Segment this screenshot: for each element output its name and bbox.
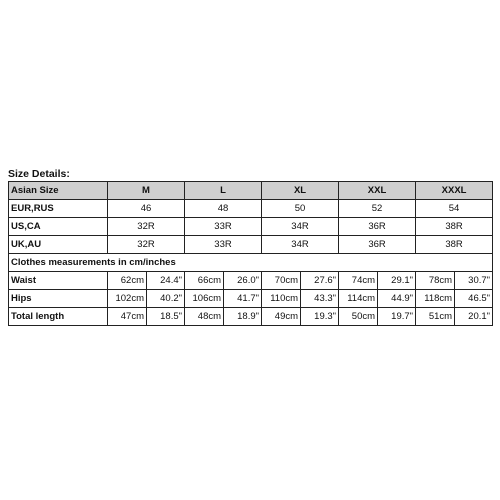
table-cell: 19.7": [378, 308, 416, 326]
table-cell: 27.6": [301, 272, 339, 290]
table-cell: 52: [339, 200, 416, 218]
row-label-cell: EUR,RUS: [9, 200, 108, 218]
table-cell: 44.9": [378, 290, 416, 308]
table-cell: 118cm: [416, 290, 455, 308]
section-header-row: [9, 254, 493, 272]
size-header-cell: XL: [262, 182, 339, 200]
size-chart-table: [8, 181, 493, 326]
size-details-title: Size Details:: [8, 168, 70, 180]
size-header-cell: XXXL: [416, 182, 493, 200]
header-label-cell: Asian Size: [9, 182, 108, 200]
table-row: [9, 290, 493, 308]
table-cell: 102cm: [108, 290, 147, 308]
table-row: [9, 218, 493, 236]
size-header-cell: M: [108, 182, 185, 200]
table-cell: 40.2": [147, 290, 185, 308]
table-cell: 48cm: [185, 308, 224, 326]
size-header-row: [9, 182, 493, 200]
table-cell: 33R: [185, 218, 262, 236]
table-cell: 41.7": [224, 290, 262, 308]
table-cell: 34R: [262, 218, 339, 236]
table-cell: 24.4": [147, 272, 185, 290]
table-cell: 106cm: [185, 290, 224, 308]
table-cell: 62cm: [108, 272, 147, 290]
table-cell: 20.1": [455, 308, 493, 326]
table-cell: 32R: [108, 236, 185, 254]
table-cell: 51cm: [416, 308, 455, 326]
table-cell: 46.5": [455, 290, 493, 308]
table-cell: 18.9": [224, 308, 262, 326]
table-row: [9, 236, 493, 254]
row-label-cell: Hips: [9, 290, 108, 308]
table-cell: 74cm: [339, 272, 378, 290]
table-cell: 36R: [339, 218, 416, 236]
table-cell: 46: [108, 200, 185, 218]
table-cell: 34R: [262, 236, 339, 254]
table-cell: 50cm: [339, 308, 378, 326]
table-cell: 110cm: [262, 290, 301, 308]
table-cell: 30.7": [455, 272, 493, 290]
table-cell: 29.1": [378, 272, 416, 290]
table-cell: 78cm: [416, 272, 455, 290]
table-cell: 114cm: [339, 290, 378, 308]
table-cell: 66cm: [185, 272, 224, 290]
table-cell: 26.0": [224, 272, 262, 290]
table-cell: 32R: [108, 218, 185, 236]
table-cell: 18.5": [147, 308, 185, 326]
table-cell: 43.3": [301, 290, 339, 308]
table-row: [9, 200, 493, 218]
table-cell: 33R: [185, 236, 262, 254]
row-label-cell: UK,AU: [9, 236, 108, 254]
size-header-cell: L: [185, 182, 262, 200]
table-cell: 48: [185, 200, 262, 218]
table-cell: 49cm: [262, 308, 301, 326]
table-cell: 38R: [416, 218, 493, 236]
row-label-cell: Total length: [9, 308, 108, 326]
table-cell: 38R: [416, 236, 493, 254]
table-cell: 19.3": [301, 308, 339, 326]
size-header-cell: XXL: [339, 182, 416, 200]
table-cell: 50: [262, 200, 339, 218]
table-cell: 47cm: [108, 308, 147, 326]
table-cell: 70cm: [262, 272, 301, 290]
table-cell: 54: [416, 200, 493, 218]
section-label-cell: Clothes measurements in cm/inches: [9, 254, 493, 272]
row-label-cell: US,CA: [9, 218, 108, 236]
table-row: [9, 308, 493, 326]
table-row: [9, 272, 493, 290]
row-label-cell: Waist: [9, 272, 108, 290]
table-cell: 36R: [339, 236, 416, 254]
